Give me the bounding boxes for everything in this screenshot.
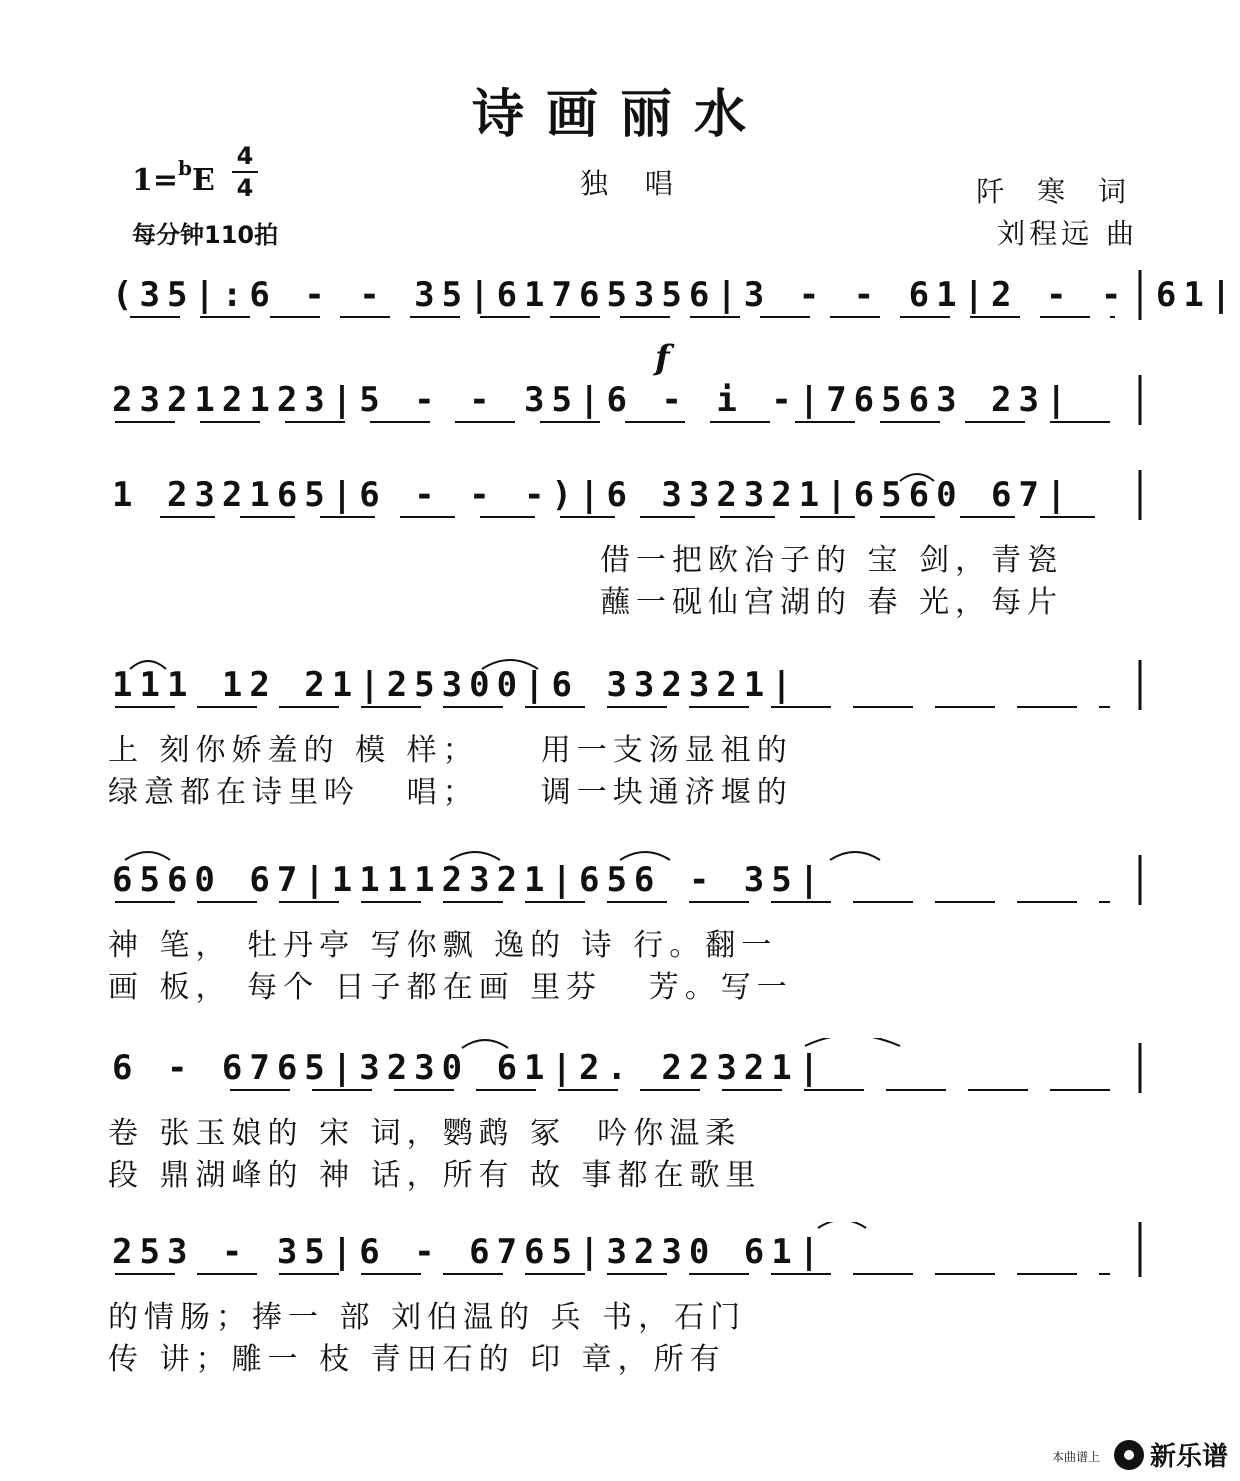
key-note: E bbox=[192, 163, 215, 198]
score-system-5 bbox=[0, 850, 1240, 1010]
system-3-lyric-verse-2: 蘸一砚仙宫湖的 春 光，每片 bbox=[600, 585, 1064, 620]
score-system-6 bbox=[0, 1038, 1240, 1198]
score-system-4 bbox=[0, 655, 1240, 815]
brand-logo[interactable] bbox=[1114, 1436, 1228, 1473]
system-4-lyric-verse-1: 上 刻你娇羞的 模 样； 用一支汤显祖的 bbox=[108, 733, 793, 768]
system-4-lyric-verse-2: 绿意都在诗里吟 唱； 调一块通济堰的 bbox=[108, 775, 793, 810]
flat-sign: b bbox=[178, 156, 192, 180]
system-7-lyric-verse-1: 的情肠；捧一 部 刘伯温的 兵 书，石门 bbox=[108, 1300, 747, 1335]
score-system-7 bbox=[0, 1222, 1240, 1382]
time-signature bbox=[232, 142, 258, 202]
system-2-notation: 23212123|5 - - 35|6 - i -|76563 23| bbox=[112, 380, 1074, 420]
forte-marking: f bbox=[655, 338, 670, 378]
system-5-lyric-verse-2: 画 板， 每个 日子都在画 里芬 芳。写一 bbox=[108, 970, 793, 1005]
song-title: 诗画丽水 bbox=[471, 84, 768, 145]
system-6-lyric-verse-2: 段 鼎湖峰的 神 话，所有 故 事都在歌里 bbox=[108, 1158, 762, 1193]
system-3-lyric-verse-1: 借一把欧冶子的 宝 剑，青瓷 bbox=[600, 543, 1064, 578]
system-5-lyric-verse-1: 神 笔， 牡丹亭 写你飘 逸的 诗 行。翻一 bbox=[108, 928, 778, 963]
performance-type: 独 唱 bbox=[580, 167, 687, 200]
key-prefix: 1= bbox=[132, 163, 179, 198]
tempo-marking: 每分钟110拍 bbox=[132, 221, 279, 249]
disc-icon bbox=[1114, 1440, 1144, 1470]
score-system-3 bbox=[0, 465, 1240, 625]
time-top: 4 bbox=[236, 142, 254, 170]
system-6-notation: 6 - 6765|3230 61|2. 22321| bbox=[112, 1048, 827, 1088]
system-7-notation: 253 - 35|6 - 6765|3230 61| bbox=[112, 1232, 827, 1272]
system-5-notation: 6560 67|11112321|656 - 35| bbox=[112, 860, 827, 900]
system-7-lyric-verse-2: 传 讲；雕一 枝 青田石的 印 章，所有 bbox=[108, 1342, 726, 1377]
key-signature bbox=[132, 156, 215, 198]
brand-name: 新乐谱 bbox=[1149, 1442, 1228, 1472]
composer-credit: 刘程远 曲 bbox=[997, 217, 1138, 250]
score-system-2 bbox=[0, 370, 1240, 450]
system-1-notation: (35|:6 - - 35|61765356|3 - - 61|2 - - 61| bbox=[112, 275, 1239, 315]
system-4-notation: 111 12 21|25300|6 332321| bbox=[112, 665, 799, 705]
system-3-notation: 1 232165|6 - - -)|6 332321|6560 67| bbox=[112, 475, 1074, 515]
footer-note: 本曲谱上 bbox=[1051, 1450, 1100, 1464]
score-system-1 bbox=[0, 265, 1240, 345]
system-6-lyric-verse-1: 卷 张玉娘的 宋 词，鹦鹉 冢 吟你温柔 bbox=[108, 1116, 742, 1151]
lyricist-credit: 阡 寒 词 bbox=[976, 175, 1138, 208]
time-bottom: 4 bbox=[236, 174, 254, 202]
time-divider bbox=[232, 171, 258, 173]
